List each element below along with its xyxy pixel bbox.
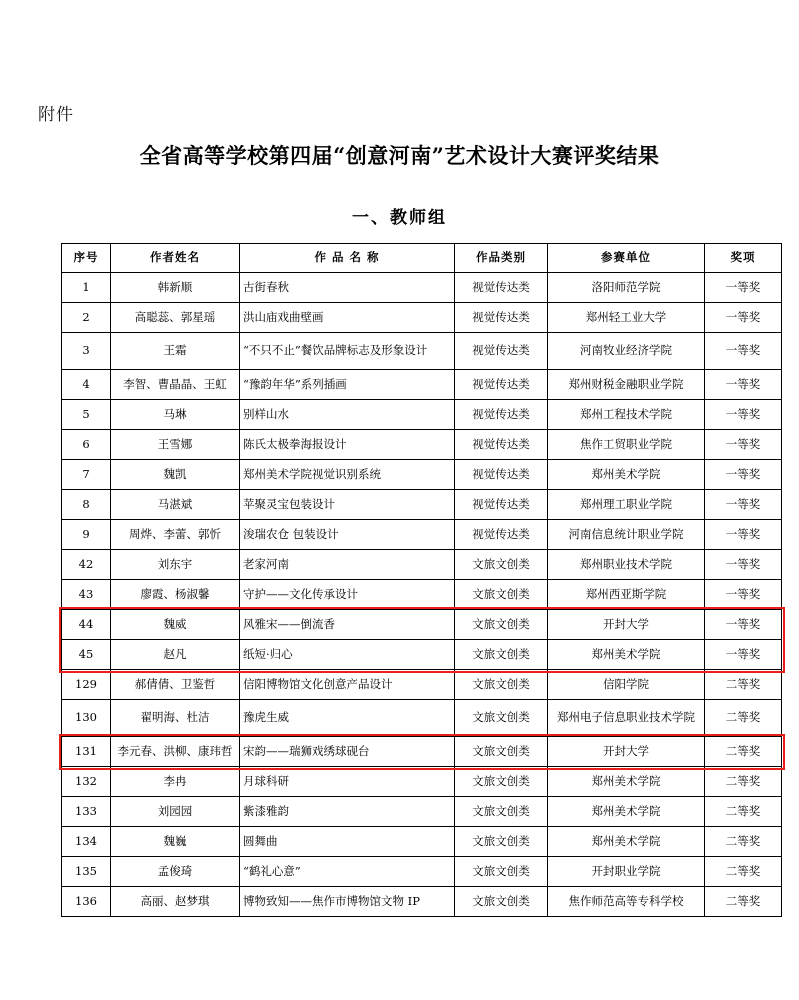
- cell-award: 一等奖: [705, 370, 782, 400]
- cell-no: 129: [62, 670, 111, 700]
- cell-category: 文旅文创类: [455, 737, 548, 767]
- section-title: 一、教师组: [352, 208, 447, 228]
- cell-award: 二等奖: [705, 827, 782, 857]
- table-header: [62, 244, 782, 273]
- cell-work: 风雅宋——倒流香: [240, 610, 455, 640]
- cell-no: 131: [62, 737, 111, 767]
- cell-no: 45: [62, 640, 111, 670]
- cell-category: 文旅文创类: [455, 550, 548, 580]
- cell-category: 视觉传达类: [455, 490, 548, 520]
- table-row: [62, 857, 782, 887]
- table-row: [62, 303, 782, 333]
- table-row: [62, 640, 782, 670]
- cell-no: 135: [62, 857, 111, 887]
- table-row: [62, 887, 782, 917]
- cell-unit: 郑州工程技术学院: [548, 400, 705, 430]
- cell-no: 9: [62, 520, 111, 550]
- cell-author: 孟俊琦: [111, 857, 240, 887]
- cell-work: “不只不止”餐饮品牌标志及形象设计: [240, 333, 455, 370]
- cell-unit: 郑州美术学院: [548, 797, 705, 827]
- cell-category: 视觉传达类: [455, 370, 548, 400]
- cell-unit: 焦作师范高等专科学校: [548, 887, 705, 917]
- cell-award: 一等奖: [705, 333, 782, 370]
- cell-work: 别样山水: [240, 400, 455, 430]
- cell-unit: 郑州理工职业学院: [548, 490, 705, 520]
- cell-work: 信阳博物馆文化创意产品设计: [240, 670, 455, 700]
- cell-unit: 河南牧业经济学院: [548, 333, 705, 370]
- page-title: 全省高等学校第四届“创意河南”艺术设计大赛评奖结果: [139, 143, 660, 168]
- table-row: [62, 400, 782, 430]
- cell-unit: 郑州轻工业大学: [548, 303, 705, 333]
- table-header-row: [62, 244, 782, 273]
- cell-award: 二等奖: [705, 857, 782, 887]
- cell-unit: 郑州美术学院: [548, 460, 705, 490]
- cell-award: 二等奖: [705, 887, 782, 917]
- cell-category: 文旅文创类: [455, 670, 548, 700]
- attachment-label: 附件: [38, 105, 74, 125]
- cell-work: “豫韵年华”系列插画: [240, 370, 455, 400]
- table-row: [62, 430, 782, 460]
- table-row: [62, 767, 782, 797]
- table-row: [62, 827, 782, 857]
- cell-author: 高聪蕊、郭星瑶: [111, 303, 240, 333]
- cell-category: 文旅文创类: [455, 640, 548, 670]
- cell-category: 文旅文创类: [455, 767, 548, 797]
- cell-unit: 开封职业学院: [548, 857, 705, 887]
- cell-category: 文旅文创类: [455, 610, 548, 640]
- cell-author: 赵凡: [111, 640, 240, 670]
- cell-award: 一等奖: [705, 273, 782, 303]
- cell-unit: 焦作工贸职业学院: [548, 430, 705, 460]
- cell-author: 郝倩倩、卫鉴哲: [111, 670, 240, 700]
- cell-award: 一等奖: [705, 460, 782, 490]
- column-header-award: 奖项: [705, 244, 782, 273]
- cell-author: 魏巍: [111, 827, 240, 857]
- cell-award: 一等奖: [705, 640, 782, 670]
- table-row: [62, 797, 782, 827]
- cell-unit: 郑州西亚斯学院: [548, 580, 705, 610]
- cell-author: 韩新顺: [111, 273, 240, 303]
- cell-unit: 开封大学: [548, 610, 705, 640]
- cell-award: 二等奖: [705, 797, 782, 827]
- cell-unit: 信阳学院: [548, 670, 705, 700]
- cell-unit: 郑州美术学院: [548, 827, 705, 857]
- cell-no: 130: [62, 700, 111, 737]
- table-row: [62, 670, 782, 700]
- cell-work: 圆舞曲: [240, 827, 455, 857]
- cell-work: 洪山庙戏曲壁画: [240, 303, 455, 333]
- cell-unit: 郑州美术学院: [548, 640, 705, 670]
- cell-work: 古街春秋: [240, 273, 455, 303]
- cell-work: “鹤礼心意”: [240, 857, 455, 887]
- cell-no: 5: [62, 400, 111, 430]
- cell-award: 二等奖: [705, 737, 782, 767]
- cell-author: 马琳: [111, 400, 240, 430]
- cell-no: 134: [62, 827, 111, 857]
- cell-no: 3: [62, 333, 111, 370]
- cell-work: 博物致知——焦作市博物馆文物 IP: [240, 887, 455, 917]
- cell-unit: 开封大学: [548, 737, 705, 767]
- table-row: [62, 333, 782, 370]
- table-row: [62, 273, 782, 303]
- cell-no: 136: [62, 887, 111, 917]
- cell-award: 一等奖: [705, 580, 782, 610]
- cell-category: 文旅文创类: [455, 827, 548, 857]
- cell-work: 紫漆雅韵: [240, 797, 455, 827]
- cell-author: 魏凯: [111, 460, 240, 490]
- cell-no: 8: [62, 490, 111, 520]
- results-table: [61, 243, 782, 917]
- table-row: [62, 580, 782, 610]
- cell-unit: 郑州电子信息职业技术学院: [548, 700, 705, 737]
- cell-award: 一等奖: [705, 303, 782, 333]
- cell-no: 44: [62, 610, 111, 640]
- table-row: [62, 737, 782, 767]
- cell-award: 二等奖: [705, 700, 782, 737]
- cell-category: 视觉传达类: [455, 400, 548, 430]
- cell-author: 李元春、洪柳、康玮哲: [111, 737, 240, 767]
- cell-author: 王霜: [111, 333, 240, 370]
- cell-work: 老家河南: [240, 550, 455, 580]
- cell-award: 一等奖: [705, 490, 782, 520]
- cell-category: 视觉传达类: [455, 460, 548, 490]
- cell-category: 文旅文创类: [455, 700, 548, 737]
- cell-author: 刘东宇: [111, 550, 240, 580]
- cell-no: 43: [62, 580, 111, 610]
- cell-author: 高丽、赵梦琪: [111, 887, 240, 917]
- cell-award: 一等奖: [705, 430, 782, 460]
- cell-author: 廖霞、杨淑馨: [111, 580, 240, 610]
- table-row: [62, 490, 782, 520]
- cell-category: 文旅文创类: [455, 857, 548, 887]
- cell-award: 一等奖: [705, 610, 782, 640]
- cell-award: 一等奖: [705, 520, 782, 550]
- table-body: [62, 273, 782, 917]
- cell-work: 苹聚灵宝包装设计: [240, 490, 455, 520]
- cell-category: 文旅文创类: [455, 580, 548, 610]
- cell-unit: 洛阳师范学院: [548, 273, 705, 303]
- cell-no: 1: [62, 273, 111, 303]
- cell-work: 守护——文化传承设计: [240, 580, 455, 610]
- table-row: [62, 700, 782, 737]
- cell-work: 豫虎生威: [240, 700, 455, 737]
- cell-no: 2: [62, 303, 111, 333]
- cell-author: 马湛斌: [111, 490, 240, 520]
- table-row: [62, 610, 782, 640]
- cell-no: 6: [62, 430, 111, 460]
- cell-author: 李智、曹晶晶、王虹: [111, 370, 240, 400]
- table-row: [62, 370, 782, 400]
- cell-unit: 河南信息统计职业学院: [548, 520, 705, 550]
- cell-unit: 郑州财税金融职业学院: [548, 370, 705, 400]
- column-header-no: 序号: [62, 244, 111, 273]
- cell-category: 视觉传达类: [455, 303, 548, 333]
- cell-no: 132: [62, 767, 111, 797]
- cell-award: 一等奖: [705, 550, 782, 580]
- cell-no: 7: [62, 460, 111, 490]
- cell-author: 王雪娜: [111, 430, 240, 460]
- cell-category: 文旅文创类: [455, 797, 548, 827]
- cell-work: 郑州美术学院视觉识别系统: [240, 460, 455, 490]
- cell-category: 视觉传达类: [455, 273, 548, 303]
- cell-author: 翟明海、杜洁: [111, 700, 240, 737]
- cell-category: 视觉传达类: [455, 333, 548, 370]
- cell-category: 文旅文创类: [455, 887, 548, 917]
- table-row: [62, 460, 782, 490]
- table-row: [62, 550, 782, 580]
- cell-author: 魏威: [111, 610, 240, 640]
- cell-work: 浚瑞农仓 包装设计: [240, 520, 455, 550]
- cell-author: 李冉: [111, 767, 240, 797]
- cell-work: 纸短·归心: [240, 640, 455, 670]
- column-header-unit: 参赛单位: [548, 244, 705, 273]
- cell-work: 月球科研: [240, 767, 455, 797]
- cell-category: 视觉传达类: [455, 430, 548, 460]
- cell-category: 视觉传达类: [455, 520, 548, 550]
- cell-no: 133: [62, 797, 111, 827]
- cell-work: 宋韵——瑞狮戏绣球砚台: [240, 737, 455, 767]
- column-header-work: 作 品 名 称: [240, 244, 455, 273]
- cell-author: 周烨、李蕾、郭忻: [111, 520, 240, 550]
- column-header-category: 作品类别: [455, 244, 548, 273]
- cell-award: 一等奖: [705, 400, 782, 430]
- cell-award: 二等奖: [705, 670, 782, 700]
- cell-author: 刘园园: [111, 797, 240, 827]
- cell-no: 42: [62, 550, 111, 580]
- cell-unit: 郑州职业技术学院: [548, 550, 705, 580]
- column-header-author: 作者姓名: [111, 244, 240, 273]
- cell-work: 陈氏太极拳海报设计: [240, 430, 455, 460]
- table-row: [62, 520, 782, 550]
- cell-award: 二等奖: [705, 767, 782, 797]
- cell-unit: 郑州美术学院: [548, 767, 705, 797]
- cell-no: 4: [62, 370, 111, 400]
